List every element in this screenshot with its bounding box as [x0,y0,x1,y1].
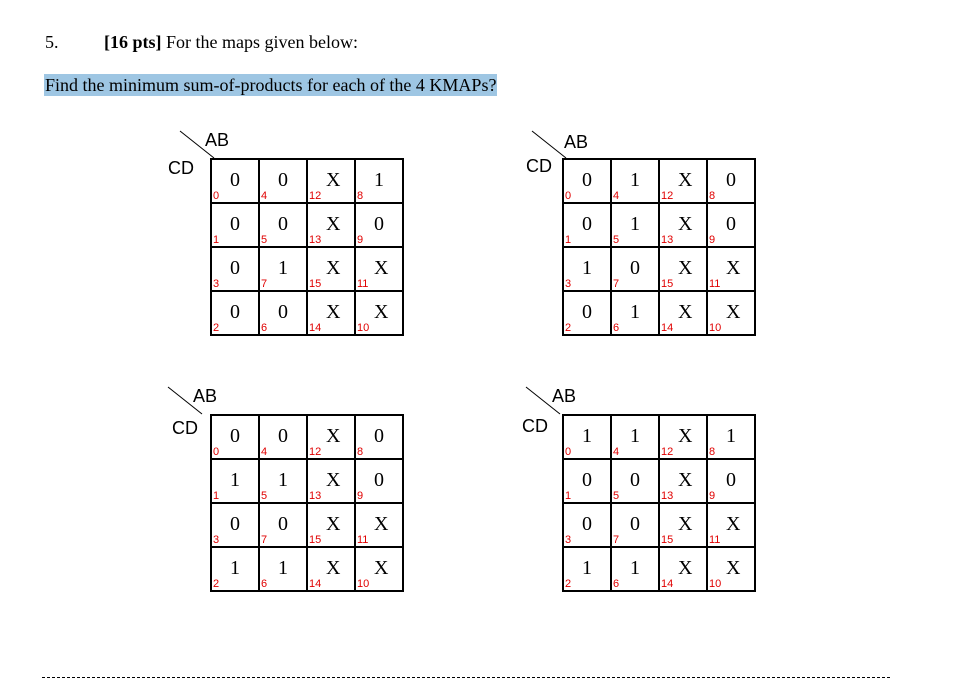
kmap-cell-value: X [374,557,389,579]
kmap-cell-value: 1 [278,257,288,279]
kmap-cell-value: X [726,513,741,535]
kmap-minterm-index: 11 [709,534,721,546]
kmap-minterm-index: 3 [565,278,572,290]
kmap-minterm-index: 0 [213,190,220,202]
kmap-minterm-index: 0 [565,446,572,458]
kmap-row-label: CD [172,418,198,438]
kmap-minterm-index: 15 [661,534,674,546]
kmap-cell-value: 0 [278,213,288,235]
kmap-cell [307,291,355,335]
kmap-cell-value: 0 [630,469,640,491]
kmap-minterm-index: 5 [613,234,620,246]
kmap-cell-value: X [678,469,693,491]
kmap-cell [707,415,755,459]
kmap-minterm-index: 7 [613,534,620,546]
kmap-cell-value: 1 [582,257,592,279]
kmap-cell [563,203,611,247]
kmap-row-label: CD [168,158,194,178]
kmap-minterm-index: 5 [261,490,268,502]
kmap-cell-value: X [326,213,341,235]
kmap-cell-value: 0 [230,425,240,447]
kmap-minterm-index: 6 [261,578,268,590]
kmap-cell [307,159,355,203]
kmap-minterm-index: 14 [309,322,322,334]
kmap-cell [307,503,355,547]
kmap-3 [168,384,408,604]
kmap-cell [707,247,755,291]
kmap-cell [659,291,707,335]
kmap-cell [259,459,307,503]
kmap-cell [611,415,659,459]
kmap-cell [307,247,355,291]
kmap-cell-value: 1 [630,425,640,447]
kmap-minterm-index: 12 [309,190,322,202]
kmap-cell-value: 0 [374,425,384,447]
kmap-cell-value: X [374,301,389,323]
kmap-cell-value: 0 [278,301,288,323]
kmap-cell [563,247,611,291]
kmap-cell [307,459,355,503]
kmap-cell [563,291,611,335]
kmap-cell-value: 1 [630,557,640,579]
kmap-minterm-index: 3 [565,534,572,546]
question-heading [104,32,358,53]
kmap-2 [526,128,766,348]
kmap-cell-value: 0 [582,169,592,191]
kmap-cell [355,247,403,291]
kmap-cell-value: 0 [278,425,288,447]
kmap-cell [707,459,755,503]
kmap-cell-value: 0 [230,513,240,535]
kmap-cell-value: 1 [230,557,240,579]
kmap-cell-value: 0 [278,169,288,191]
question-prompt: For the maps given below: [161,32,358,52]
kmap-cell [659,159,707,203]
kmap-minterm-index: 13 [661,490,674,502]
kmap-minterm-index: 0 [565,190,572,202]
kmap-minterm-index: 5 [613,490,620,502]
kmap-minterm-index: 9 [709,234,716,246]
kmap-cell [211,159,259,203]
kmap-cell-value: X [326,169,341,191]
kmap-cell-value: 1 [230,469,240,491]
kmap-cell-value: X [374,257,389,279]
kmap-minterm-index: 10 [357,322,370,334]
kmap-minterm-index: 1 [565,234,572,246]
kmap-minterm-index: 11 [357,278,369,290]
kmap-cell [563,415,611,459]
kmap-cell [211,247,259,291]
kmap-minterm-index: 4 [261,190,268,202]
kmap-minterm-index: 9 [357,490,364,502]
kmap-grid [562,414,756,592]
kmap-cell [659,415,707,459]
kmap-column-label: AB [552,386,577,406]
kmap-cell-value: 0 [726,469,736,491]
kmap-cell-value: 0 [582,469,592,491]
kmap-minterm-index: 7 [613,278,620,290]
kmap-grid [210,414,404,592]
kmap-minterm-index: 8 [357,446,364,458]
kmap-minterm-index: 6 [613,322,620,334]
kmap-minterm-index: 6 [261,322,268,334]
kmap-cell-value: 0 [726,213,736,235]
kmap-minterm-index: 2 [565,322,572,334]
instruction-highlighted: Find the minimum sum-of-products for each of the 4 KMAPs? [45,75,497,95]
kmap-cell-value: 0 [278,513,288,535]
kmap-row-label: CD [522,416,548,436]
kmap-minterm-index: 13 [309,490,322,502]
kmap-cell [307,547,355,591]
kmap-cell [307,415,355,459]
kmap-minterm-index: 9 [357,234,364,246]
kmap-cell [211,459,259,503]
kmap-cell [259,159,307,203]
kmap-cell [611,459,659,503]
kmap-cell [259,247,307,291]
kmap-grid [210,158,404,336]
kmap-cell [563,459,611,503]
kmap-cell [259,291,307,335]
kmap-cell [659,547,707,591]
kmap-minterm-index: 9 [709,490,716,502]
kmap-cell [707,291,755,335]
kmap-cell-value: 0 [630,513,640,535]
kmap-cell-value: X [678,169,693,191]
kmap-cell [563,547,611,591]
kmap-minterm-index: 11 [357,534,369,546]
kmap-cell [259,203,307,247]
kmap-cell [563,503,611,547]
kmap-cell [259,503,307,547]
kmap-cell-value: 1 [630,213,640,235]
kmap-minterm-index: 12 [661,190,674,202]
kmap-cell-value: X [726,301,741,323]
kmap-cell-value: X [726,257,741,279]
kmap-cell-value: X [678,425,693,447]
kmap-cell-value: 0 [230,213,240,235]
kmap-column-label: AB [193,386,218,406]
kmap-1 [168,128,408,348]
kmap-cell [211,415,259,459]
kmap-cell-value: 1 [630,169,640,191]
points-label: [16 pts] [104,32,162,52]
kmap-cell-value: X [678,257,693,279]
kmap-cell [707,503,755,547]
kmap-cell [563,159,611,203]
kmap-cell-value: 1 [582,425,592,447]
kmap-cell [659,203,707,247]
kmap-4 [522,384,762,604]
kmap-cell-value: 1 [582,557,592,579]
kmap-cell [659,503,707,547]
kmap-minterm-index: 8 [709,446,716,458]
kmap-cell [611,203,659,247]
kmap-cell-value: X [726,557,741,579]
kmap-cell-value: X [326,301,341,323]
kmap-cell-value: 0 [582,301,592,323]
kmap-minterm-index: 10 [357,578,370,590]
kmap-cell-value: 0 [230,169,240,191]
kmap-minterm-index: 7 [261,534,268,546]
kmap-minterm-index: 2 [213,322,220,334]
kmap-cell-value: X [374,513,389,535]
kmap-minterm-index: 14 [661,578,674,590]
kmap-cell [211,203,259,247]
kmap-cell [211,547,259,591]
kmap-minterm-index: 13 [309,234,322,246]
kmap-minterm-index: 13 [661,234,674,246]
kmap-cell-value: X [678,513,693,535]
kmap-cell-value: 0 [630,257,640,279]
kmap-minterm-index: 6 [613,578,620,590]
kmap-cell-value: X [326,257,341,279]
question-number: 5. [45,32,59,52]
kmap-cell [211,291,259,335]
kmap-minterm-index: 15 [661,278,674,290]
kmap-cell-value: 0 [230,257,240,279]
kmap-minterm-index: 7 [261,278,268,290]
kmap-minterm-index: 12 [661,446,674,458]
kmap-minterm-index: 11 [709,278,721,290]
kmap-cell-value: 0 [374,213,384,235]
kmap-grid [562,158,756,336]
kmap-minterm-index: 1 [213,234,220,246]
kmap-cell-value: 1 [278,557,288,579]
kmap-minterm-index: 1 [213,490,220,502]
kmap-cell-value: 0 [726,169,736,191]
kmap-cell [611,503,659,547]
kmap-cell [659,247,707,291]
kmap-cell-value: 0 [582,213,592,235]
kmap-minterm-index: 0 [213,446,220,458]
kmap-minterm-index: 3 [213,534,220,546]
kmap-cell [355,459,403,503]
kmap-cell-value: X [326,469,341,491]
kmap-cell [355,503,403,547]
kmap-minterm-index: 10 [709,578,722,590]
kmap-cell-value: 1 [374,169,384,191]
kmap-cell-value: 0 [230,301,240,323]
kmap-cell [259,415,307,459]
kmap-minterm-index: 1 [565,490,572,502]
kmap-cell-value: 1 [278,469,288,491]
kmap-minterm-index: 10 [709,322,722,334]
kmap-cell [355,547,403,591]
kmap-minterm-index: 4 [613,190,620,202]
kmap-minterm-index: 14 [309,578,322,590]
kmap-cell-value: X [326,513,341,535]
kmap-minterm-index: 14 [661,322,674,334]
kmap-cell-value: X [678,213,693,235]
kmap-cell-value: 1 [630,301,640,323]
kmap-minterm-index: 4 [613,446,620,458]
kmap-cell [259,547,307,591]
kmap-cell [707,159,755,203]
kmap-minterm-index: 4 [261,446,268,458]
kmap-row-label: CD [526,156,552,176]
kmap-minterm-index: 8 [357,190,364,202]
kmap-cell [355,291,403,335]
kmap-cell [355,159,403,203]
kmap-cell-value: X [678,301,693,323]
kmap-column-label: AB [564,132,589,152]
kmap-minterm-index: 2 [213,578,220,590]
kmap-cell-value: X [326,425,341,447]
kmap-cell-value: 1 [726,425,736,447]
kmap-minterm-index: 3 [213,278,220,290]
kmap-cell-value: 0 [374,469,384,491]
kmap-cell-value: 0 [582,513,592,535]
page-separator [42,677,890,678]
kmap-cell-value: X [678,557,693,579]
kmap-cell [611,159,659,203]
kmap-cell [611,291,659,335]
kmap-cell-value: X [326,557,341,579]
kmap-minterm-index: 12 [309,446,322,458]
kmap-cell [355,415,403,459]
kmap-cell [659,459,707,503]
kmap-minterm-index: 2 [565,578,572,590]
kmap-column-label: AB [205,130,230,150]
kmap-minterm-index: 15 [309,278,322,290]
kmap-cell [211,503,259,547]
kmap-cell [611,547,659,591]
kmap-cell [355,203,403,247]
kmap-cell [707,547,755,591]
kmap-minterm-index: 8 [709,190,716,202]
kmap-minterm-index: 5 [261,234,268,246]
kmap-cell [611,247,659,291]
kmap-cell [307,203,355,247]
kmap-cell [707,203,755,247]
kmap-minterm-index: 15 [309,534,322,546]
